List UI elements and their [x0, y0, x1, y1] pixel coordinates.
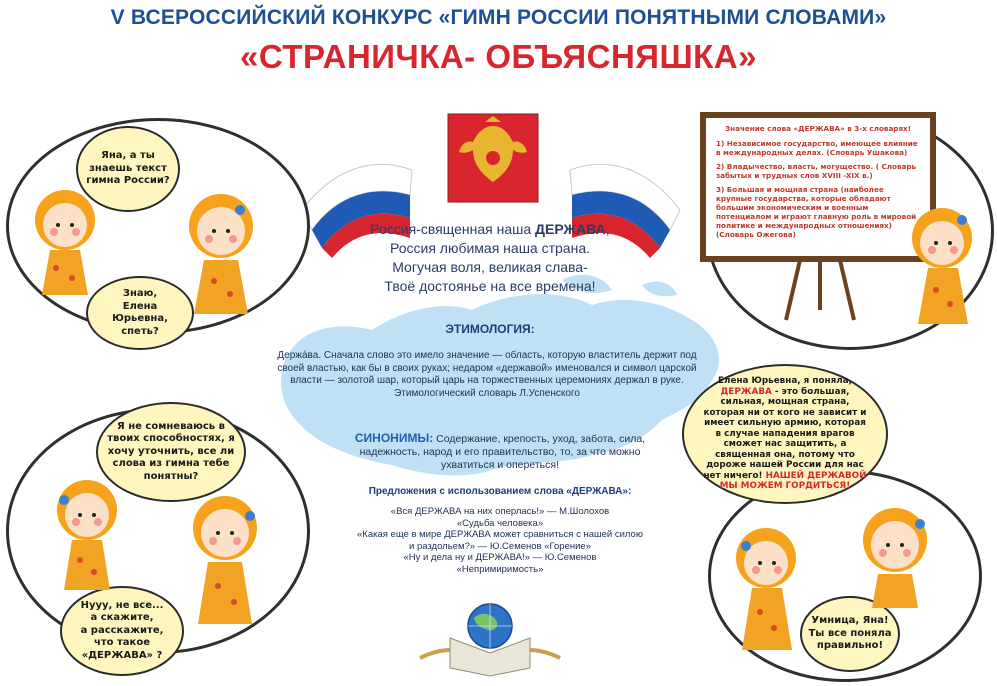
sentence-line: и раздольем?» — Ю.Семенов «Горение»	[409, 540, 591, 552]
etymology-text	[272, 350, 702, 400]
bubble-girl-keyword: ДЕРЖАВА	[720, 386, 772, 397]
teacher-character-icon	[180, 488, 270, 628]
bubble-text: Я не сомневаюсь в твоих способностях, я хочу уточнить, все ли слова из гимна тебе понятны?	[107, 420, 235, 482]
teacher-character-icon	[176, 186, 266, 316]
bubble-text	[700, 376, 870, 492]
teacher-character-icon	[850, 500, 940, 610]
anthem-line1-post: ,	[605, 221, 610, 237]
board-item: 2) Владычество, власть, могущество. ( Словарь забытых и трудных слов XVIII -XIX в.)	[716, 162, 917, 180]
globe-book-icon	[410, 598, 570, 678]
easel-board-icon	[700, 112, 936, 262]
girl-character-icon	[42, 470, 132, 600]
board-item: 3) Большая и мощная страна (наиболее крупные государства, которые обладают большим экономическим и военным потенциалом и играют главную роль в мировой политике и международных отношениях) (Словарь Ожегова)	[716, 185, 917, 239]
sentence-line: «Ну и дела ну и ДЕРЖАВА!» — Ю.Семенов	[403, 552, 597, 563]
anthem-line4: Твоё достоянье на все времена!	[384, 278, 596, 294]
speech-bubble-explanation	[682, 364, 888, 504]
anthem-line1-bold: ДЕРЖАВА	[535, 221, 606, 237]
bubble-text: Яна, а ты знаешь текст гимна России?	[86, 150, 170, 187]
anthem-verse	[330, 220, 650, 296]
synonyms-block	[340, 432, 660, 472]
girl-character-icon	[902, 198, 982, 328]
sentence-line: «Непримиримость»	[456, 563, 544, 575]
bubble-text: Знаю, Елена Юрьевна, спеть?	[112, 288, 168, 337]
synonyms-text: Содержание, крепость, уход, забота, сила, надежность, народ и его правительство, то, за что можно ухватиться и опереться!	[359, 433, 646, 471]
anthem-line1-pre: Россия-священная наша	[370, 221, 536, 237]
sentence-line: «Какая еще в мире ДЕРЖАВА может сравниться с нашей силою	[357, 529, 643, 540]
bubble-text: Нууу, не все... а скажите, а расскажите, что такое «ДЕРЖАВА» ?	[80, 599, 164, 661]
girl-character-icon	[20, 180, 110, 300]
sentences-title: Предложения с использованием слова «ДЕРЖАВА»:	[368, 486, 632, 497]
etymology-body: Держáва. Сначала слово это имело значение — область, которую властитель держит под своей властью, как бы в своих руках; недаром «державой» именовался и символ царской власти — золотой шар, который царь на торжественных церемониях держал в руке.	[277, 350, 697, 386]
board-title: Значение слова «ДЕРЖАВА» в 3-х словарях!	[725, 124, 911, 133]
sentence-line: «Судьба человека»	[456, 517, 544, 529]
bubble-girl-post: - это большая, сильная, мощная страна, которая ни от кого не зависит и имеет сильную армию, которая в случае нападения врагов сможет нас защитить, а священная она, потому что дороже нашей России для нас нет ничего!	[703, 386, 867, 481]
anthem-line2: Россия любимая наша страна.	[389, 240, 590, 256]
easel-legs-icon	[780, 260, 860, 322]
etymology-title: ЭТИМОЛОГИЯ:	[445, 322, 535, 336]
board-item: 1) Независимое государство, имеющее влияние в международных делах. (Словарь Ушакова)	[716, 139, 918, 157]
contest-title: V ВСЕРОССИЙСКИЙ КОНКУРС «ГИМН РОССИИ ПОНЯТНЫМИ СЛОВАМИ»	[110, 6, 887, 29]
anthem-line3: Могучая воля, великая слава-	[392, 259, 588, 275]
etymology-source: Этимологический словарь Л.Успенского	[394, 387, 580, 399]
russian-coat-of-arms-icon	[443, 112, 543, 204]
bubble-text: Умница, Яна! Ты все поняла правильно!	[808, 615, 892, 652]
bubble-girl-pre: Елена Юрьевна, я поняла,	[718, 376, 852, 387]
synonyms-label: СИНОНИМЫ:	[354, 431, 434, 445]
girl-character-icon	[726, 518, 806, 658]
bubble-girl-final: НАШЕЙ ДЕРЖАВОЙ МЫ МОЖЕМ ГОРДИТЬСЯ!	[719, 470, 867, 492]
poster-title: «СТРАНИЧКА- ОБЪЯСНЯШКА»	[240, 38, 757, 75]
sentences-list	[300, 506, 700, 575]
sentence-line: «Вся ДЕРЖАВА на них оперлась!» — М.Шолохов	[390, 506, 610, 517]
